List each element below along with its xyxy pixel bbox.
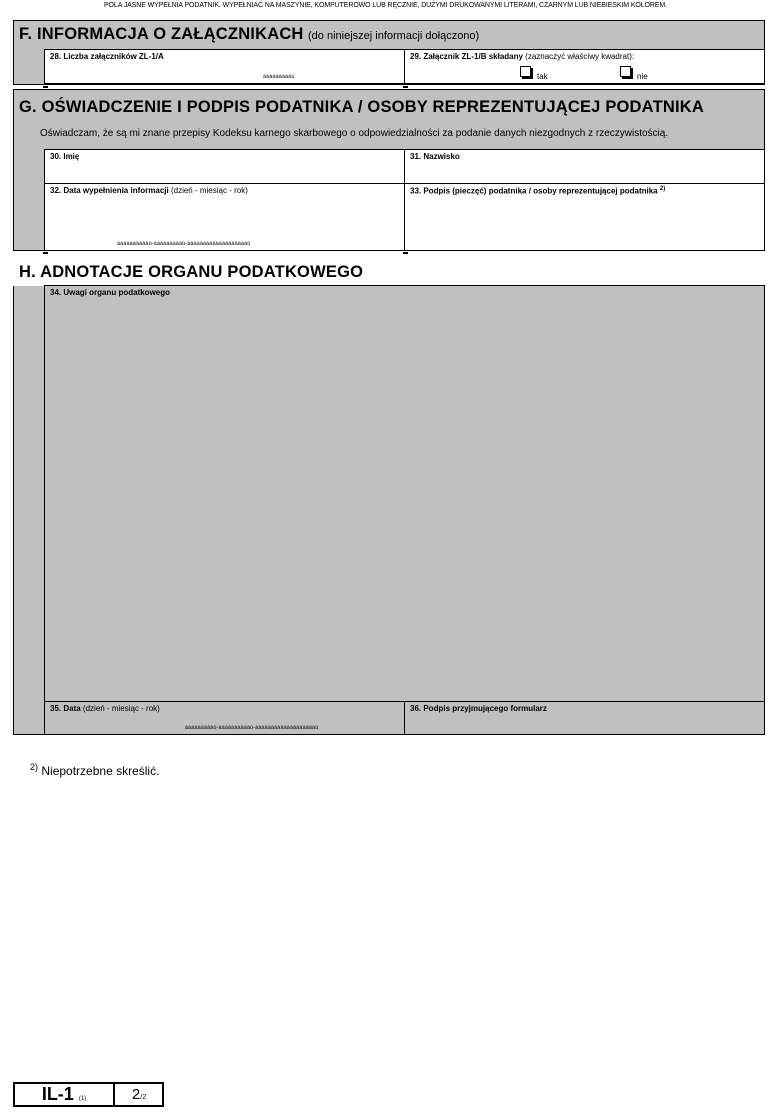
separator-notch (43, 86, 48, 88)
field-35-title: 35. Data (50, 704, 81, 713)
field-33-footnote-ref: 2) (659, 186, 666, 192)
field-28-input-guide: àààààààààù (263, 74, 295, 80)
field-30-label: 30. Imię (50, 152, 80, 161)
section-h (13, 256, 765, 735)
page-total: /2 (140, 1094, 147, 1101)
section-f-heading (19, 25, 479, 44)
field-34-label: 34. Uwagi organu podatkowego (50, 288, 171, 297)
field-35-hint: (dzień - miesiąc - rok) (82, 704, 160, 713)
field-36-label: 36. Podpis przyjmującego formularz (410, 704, 547, 713)
field-33-title: 33. Podpis (pieczęć) podatnika / osoby reprezentującej podatnika (410, 186, 658, 196)
checkbox-nie[interactable] (620, 66, 631, 77)
separator-notch (43, 252, 48, 254)
field-35-box (44, 701, 405, 735)
footnote (30, 762, 159, 778)
field-33-label (410, 186, 665, 196)
form-version: (1) (78, 1096, 87, 1102)
checkbox-tak[interactable] (520, 66, 531, 77)
field-29-box (404, 49, 765, 84)
field-32-box[interactable] (44, 183, 405, 251)
section-g (13, 89, 765, 251)
form-id-box (13, 1082, 164, 1107)
field-35-label (50, 704, 160, 713)
section-f (13, 20, 765, 85)
field-30-box[interactable] (44, 149, 405, 184)
footnote-ref: 2) (30, 762, 39, 772)
field-35-input-guide: àààààààààù-ààààààààààù-àààààààààààààààààààù (185, 725, 319, 731)
field-31-label: 31. Nazwisko (410, 152, 460, 161)
field-32-input-guide: ààààààààààù-àààààààààù-àààààààààààààààààààù (117, 241, 251, 247)
field-34-box (44, 285, 765, 702)
page-number-cell (116, 1084, 162, 1105)
field-32-title: 32. Data wypełnienia informacji (50, 186, 169, 195)
separator-notch (403, 86, 408, 88)
page-number: 2 (131, 1086, 141, 1103)
section-g-title: G. OŚWIADCZENIE I PODPIS PODATNIKA / OSOBY REPREZENTUJĄCEJ PODATNIKA (19, 98, 704, 116)
field-36-box (404, 701, 765, 735)
top-instruction-note: POLA JASNE WYPEŁNIA PODATNIK. WYPEŁNIAĆ NA MASZYNIE, KOMPUTEROWO LUB RĘCZNIE, DUŻYMI DRUKOWANYMI LITERAMI, CZARNYM LUB NIEBIESKIM KOLOREM. (103, 2, 667, 9)
form-code-cell (15, 1084, 115, 1105)
checkbox-nie-label: nie (637, 72, 648, 81)
checkbox-tak-label: tak (537, 72, 548, 81)
separator-notch (403, 252, 408, 254)
field-28-box[interactable] (44, 49, 405, 84)
field-32-hint: (dzień - miesiąc - rok) (170, 186, 248, 195)
field-32-label (50, 186, 248, 195)
field-29-label (410, 52, 634, 61)
form-code: IL-1 (41, 1084, 74, 1104)
section-h-title: H. ADNOTACJE ORGANU PODATKOWEGO (19, 263, 364, 281)
field-28-label: 28. Liczba załączników ZL-1/A (50, 52, 164, 61)
section-g-statement: Oświadczam, że są mi znane przepisy Kodeksu karnego skarbowego o odpowiedzialności za podanie danych niezgodnych z rzeczywistością. (40, 128, 669, 139)
section-f-title: F. INFORMACJA O ZAŁĄCZNIKACH (19, 25, 304, 43)
field-33-box[interactable] (404, 183, 765, 251)
footnote-text: Niepotrzebne skreślić. (41, 764, 160, 778)
field-29-title: 29. Załącznik ZL-1/B składany (410, 52, 523, 61)
field-31-box[interactable] (404, 149, 765, 184)
field-29-hint: (zaznaczyć właściwy kwadrat): (525, 52, 635, 61)
section-f-subtitle: (do niniejszej informacji dołączono) (308, 30, 480, 42)
